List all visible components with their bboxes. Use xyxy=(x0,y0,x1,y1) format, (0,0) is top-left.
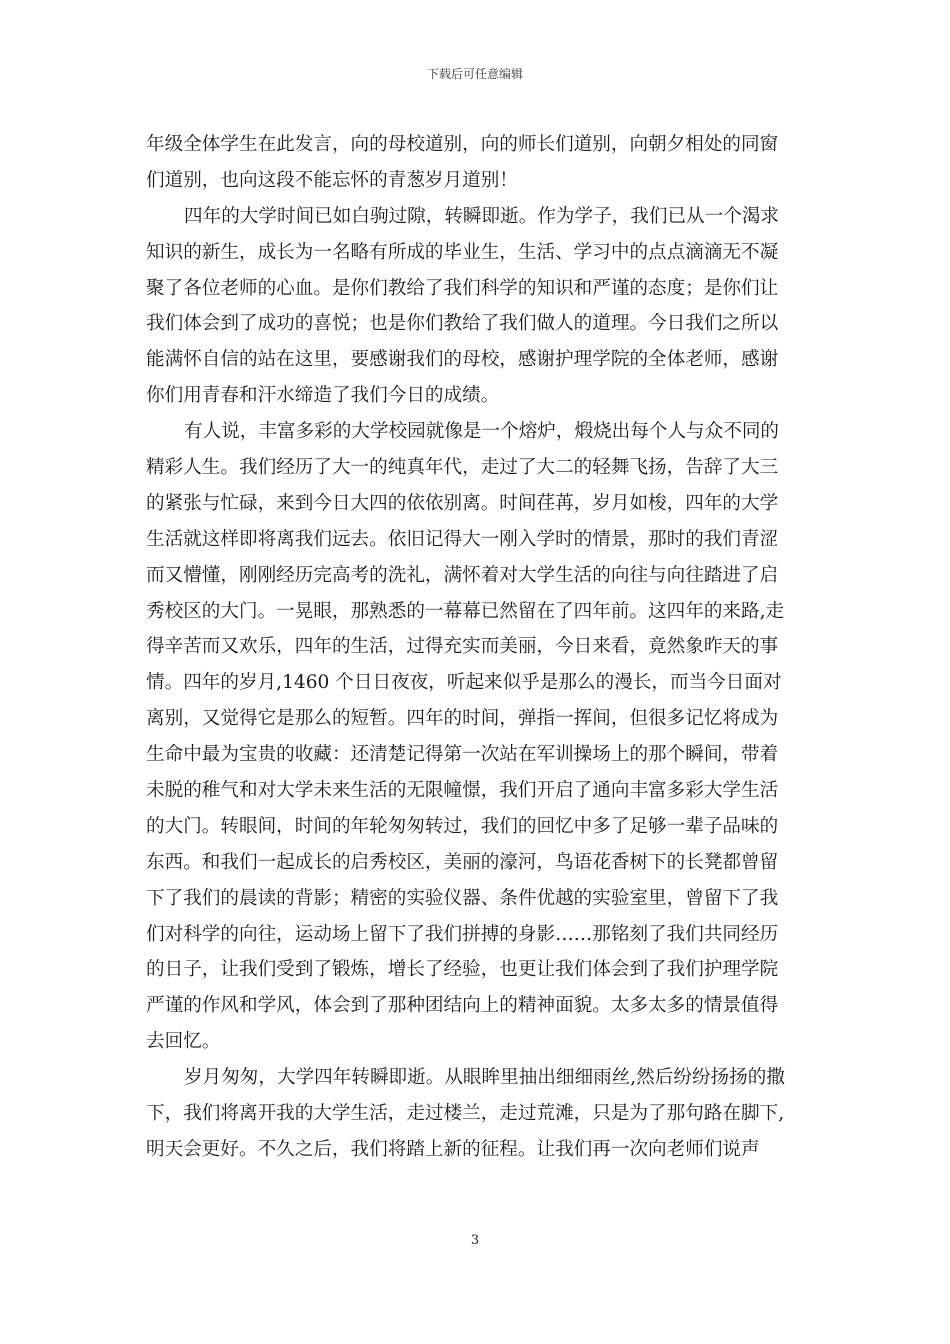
text-line: 四年的大学时间已如白驹过隙，转瞬即逝。作为学子，我们已从一个渴求 xyxy=(184,205,780,227)
text-line: 生活就这样即将离我们远去。依旧记得大一刚入学时的情景，那时的我们青涩 xyxy=(146,528,779,550)
text-line: 下了我们的晨读的背影；精密的实验仪器、条件优越的实验室里，曾留下了我 xyxy=(146,887,779,909)
paragraph xyxy=(146,414,806,1060)
text-line: 能满怀自信的站在这里，要感谢我们的母校，感谢护理学院的全体老师，感谢 xyxy=(146,349,779,371)
paragraph xyxy=(146,127,806,199)
text-line: 知识的新生，成长为一名略有所成的毕业生，生活、学习中的点点滴滴无不凝 xyxy=(146,241,779,263)
text-line: 聚了各位老师的心血。是你们教给了我们科学的知识和严谨的态度；是你们让 xyxy=(146,277,779,299)
text-line: 严谨的作风和学风，体会到了那种团结向上的精神面貌。太多太多的情景值得 xyxy=(146,995,779,1017)
text-line: 东西。和我们一起成长的启秀校区，美丽的濠河，鸟语花香树下的长凳都曾留 xyxy=(146,851,779,873)
text-line: 离别，又觉得它是那么的短暂。四年的时间，弹指一挥间，但很多记忆将成为 xyxy=(146,708,779,730)
document-body xyxy=(146,127,806,1168)
text-line: 未脱的稚气和对大学未来生活的无限幢憬，我们开启了通向丰富多彩大学生活 xyxy=(146,780,779,802)
text-line: 情。四年的岁月,1460 个日日夜夜，听起来似乎是那么的漫长，而当今日面对 xyxy=(146,672,782,694)
text-line: 得辛苦而又欢乐，四年的生活，过得充实而美丽，今日来看，竟然象昨天的事 xyxy=(146,636,779,658)
text-line: 年级全体学生在此发言，向的母校道别，向的师长们道别，向朝夕相处的同窗 xyxy=(146,134,779,155)
text-line: 们对科学的向往，运动场上留下了我们拼搏的身影……那铭刻了我们共同经历 xyxy=(146,923,779,945)
text-line: 们道别，也向这段不能忘怀的青葱岁月道别！ xyxy=(146,169,518,191)
text-line: 的紧张与忙碌，来到今日大四的依依别离。时间荏苒，岁月如梭，四年的大学 xyxy=(146,492,779,514)
text-line: 而又懵懂，刚刚经历完高考的洗礼，满怀着对大学生活的向往与向往踏进了启 xyxy=(146,564,779,586)
text-line: 你们用青春和汗水缔造了我们今日的成绩。 xyxy=(146,385,500,407)
text-line: 生命中最为宝贵的收藏：还清楚记得第一次站在军训操场上的那个瞬间，带着 xyxy=(146,744,779,766)
text-line: 秀校区的大门。一晃眼，那熟悉的一幕幕已然留在了四年前。这四年的来路,走 xyxy=(146,600,785,622)
paragraph xyxy=(146,1060,806,1168)
text-line: 的大门。转眼间，时间的年轮匆匆转过，我们的回忆中多了足够一辈子品味的 xyxy=(146,815,779,837)
text-line: 明天会更好。不久之后，我们将踏上新的征程。让我们再一次向老师们说声 xyxy=(146,1138,760,1160)
text-line: 我们体会到了成功的喜悦；也是你们教给了我们做人的道理。今日我们之所以 xyxy=(146,313,779,335)
text-line: 精彩人生。我们经历了大一的纯真年代，走过了大二的轻舞飞扬，告辞了大三 xyxy=(146,457,779,479)
page-header: 下载后可任意编辑 xyxy=(426,67,523,81)
page-number: 3 xyxy=(470,1233,480,1248)
text-line: 去回忆。 xyxy=(146,1031,221,1053)
text-line: 的日子，让我们受到了锻炼，增长了经验，也更让我们体会到了我们护理学院 xyxy=(146,959,779,981)
paragraph xyxy=(146,199,806,414)
text-line: 岁月匆匆，大学四年转瞬即逝。从眼眸里抽出细细雨丝,然后纷纷扬扬的撒 xyxy=(184,1067,785,1089)
text-line: 有人说，丰富多彩的大学校园就像是一个熔炉，煅烧出每个人与众不同的 xyxy=(184,421,780,443)
text-line: 下，我们将离开我的大学生活，走过楼兰，走过荒滩，只是为了那句路在脚下, xyxy=(146,1103,785,1125)
